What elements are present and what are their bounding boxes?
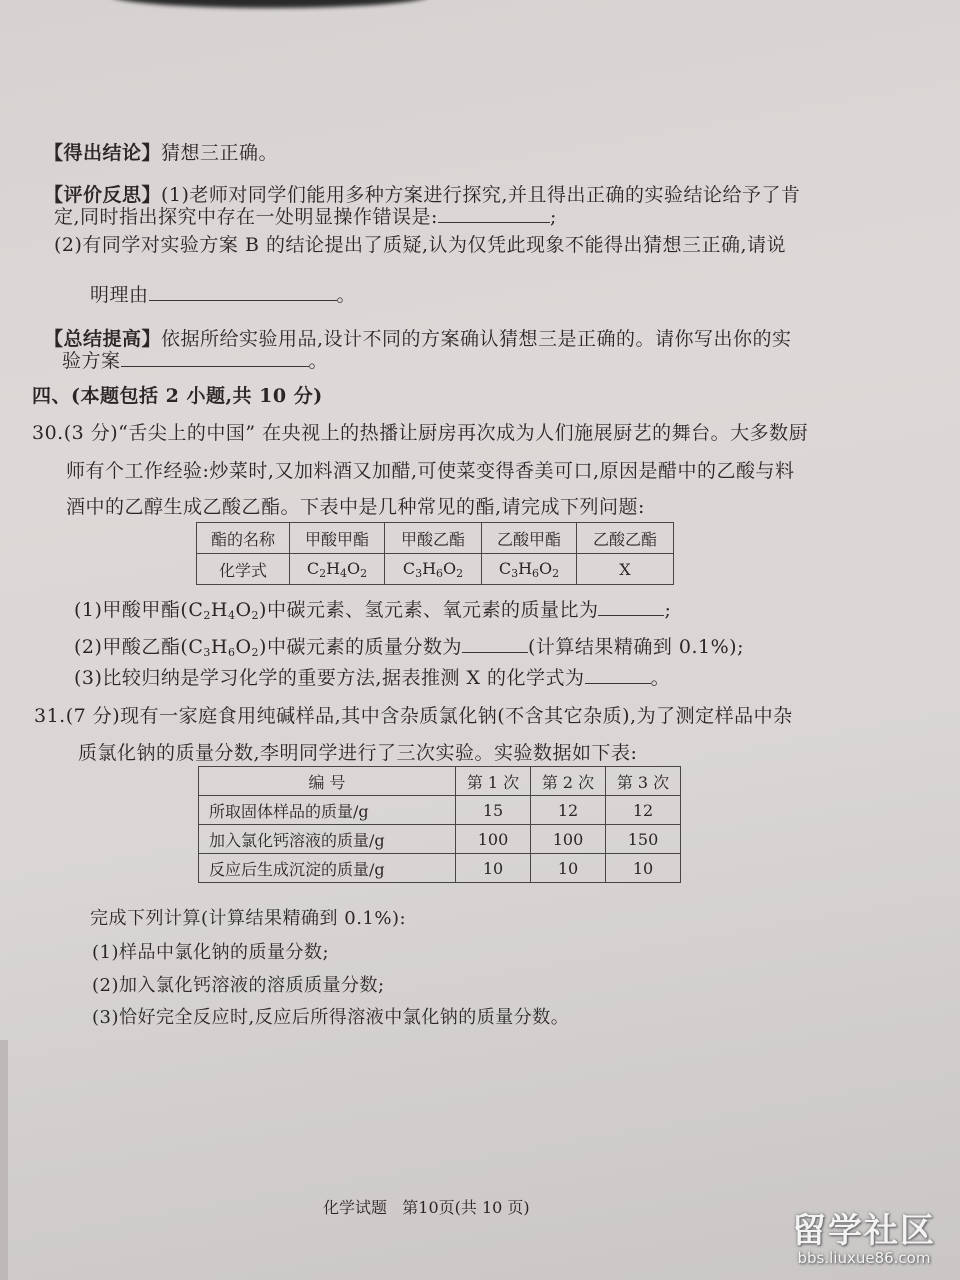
answer-blank-6[interactable] [585,665,651,684]
q30-sub1: (1)甲酸甲酯$(C_2H_4O_2)$中碳元素、氢元素、氧元素的质量比为 ; [74,599,672,622]
reflection-q1-text: (1)老师对同学们能用多种方案进行探究,并且得出正确的实验结论给予了肯 [161,184,801,206]
experiment-table [198,766,681,883]
calc-item-3: (3)恰好完全反应时,反应后所得溶液中氯化钠的质量分数。 [92,1007,570,1028]
table-row [199,825,681,854]
table-row [199,796,681,825]
answer-blank-5[interactable] [462,634,528,653]
table-cell: 10 [531,854,606,883]
table-header: 第 2 次 [531,767,606,796]
formula-cell: $C_2H_4O_2$ [290,554,385,585]
table-header: 第 3 次 [606,767,681,796]
table-row [197,523,674,554]
q30-line2: 师有个工作经验:炒菜时,又加料酒又加醋,可使菜变得香美可口,原因是醋中的乙酸与料 [66,460,795,482]
answer-blank-4[interactable] [598,597,664,616]
q30-line3: 酒中的乙醇生成乙酸乙酯。下表中是几种常见的酯,请完成下列问题: [66,496,645,518]
table-row-label: 化学式 [197,554,290,585]
formula-cell: $C_3H_6O_2$ [385,554,482,585]
table-cell: 100 [456,825,531,854]
formula-cell: X [577,554,674,585]
q31-line2: 质氯化钠的质量分数,李明同学进行了三次实验。实验数据如下表: [78,742,638,764]
formula-cell: $C_3H_6O_2$ [482,554,577,585]
reflection-q2-line2 [90,282,356,308]
row-label: 所取固体样品的质量/g [199,796,456,825]
summary-text: 依据所给实验用品,设计不同的方案确认猜想三是正确的。请你写出你的实 [161,328,792,350]
calc-intro: 完成下列计算(计算结果精确到 0.1%): [90,908,407,929]
punct: ; [549,206,557,228]
reflection-tag: 【评价反思】 [44,184,162,206]
table-header: 甲酸甲酯 [290,523,385,554]
punct: 。 [336,284,357,306]
table-cell: 12 [606,796,681,825]
table-row [199,767,681,796]
row-label: 加入氯化钙溶液的质量/g [199,825,456,854]
q30-line1: 30.(3 分)“舌尖上的中国” 在央视上的热播让厨房再次成为人们施展厨艺的舞台。大多数厨 [32,422,809,444]
ester-table [196,522,674,585]
watermark-title: 留学社区 [792,1211,936,1251]
conclusion-line [44,140,278,166]
conclusion-tag: 【得出结论】 [44,142,162,164]
table-row [197,554,674,585]
q31-line1: 31.(7 分)现有一家庭食用纯碱样品,其中含杂质氯化钠(不含其它杂质),为了测定样品中杂 [34,705,793,727]
reflection-q1-line2 [54,204,557,230]
table-header: 乙酸甲酯 [482,523,577,554]
photo-shadow [110,0,430,8]
punct: 。 [308,350,329,372]
table-row [199,854,681,883]
summary-tag: 【总结提高】 [44,328,162,350]
table-cell: 150 [606,825,681,854]
watermark-url: bbs.liuxue86.com [797,1249,931,1267]
answer-blank-3[interactable] [121,348,309,367]
conclusion-text: 猜想三正确。 [161,142,279,164]
q30-sub3: (3)比较归纳是学习化学的重要方法,据表推测 X 的化学式为 。 [74,667,671,689]
table-cell: 100 [531,825,606,854]
table-header: 乙酸乙酯 [577,523,674,554]
section-heading: 四、(本题包括 2 小题,共 10 分) [32,385,323,407]
reflection-q2-line1 [54,232,786,258]
page-footer [323,1195,530,1218]
table-cell: 10 [456,854,531,883]
reflection-q2-text-2: 明理由 [90,284,149,306]
reflection-q1-text-2: 定,同时指出探究中存在一处明显操作错误是: [54,206,438,228]
watermark [792,1212,936,1266]
footer-subject: 化学试题 [323,1198,388,1217]
footer-page: 第10页(共 10 页) [402,1198,530,1217]
summary-line2 [62,348,328,374]
summary-text-2: 验方案 [62,350,121,372]
table-header: 甲酸乙酯 [385,523,482,554]
page-edge [0,1040,8,1280]
table-header: 酯的名称 [197,523,290,554]
reflection-q2-text: (2)有同学对实验方案 B 的结论提出了质疑,认为仅凭此现象不能得出猜想三正确,请说 [54,234,787,256]
q30-sub2: (2)甲酸乙酯$(C_3H_6O_2)$中碳元素的质量分数为 (计算结果精确到 0.1%); [74,636,744,659]
table-cell: 15 [456,796,531,825]
answer-blank-1[interactable] [438,204,550,223]
row-label: 反应后生成沉淀的质量/g [199,854,456,883]
answer-blank-2[interactable] [149,282,337,301]
table-header: 编 号 [199,767,456,796]
table-cell: 12 [531,796,606,825]
table-cell: 10 [606,854,681,883]
table-header: 第 1 次 [456,767,531,796]
calc-item-1: (1)样品中氯化钠的质量分数; [92,942,330,963]
calc-item-2: (2)加入氯化钙溶液的溶质质量分数; [92,975,385,996]
